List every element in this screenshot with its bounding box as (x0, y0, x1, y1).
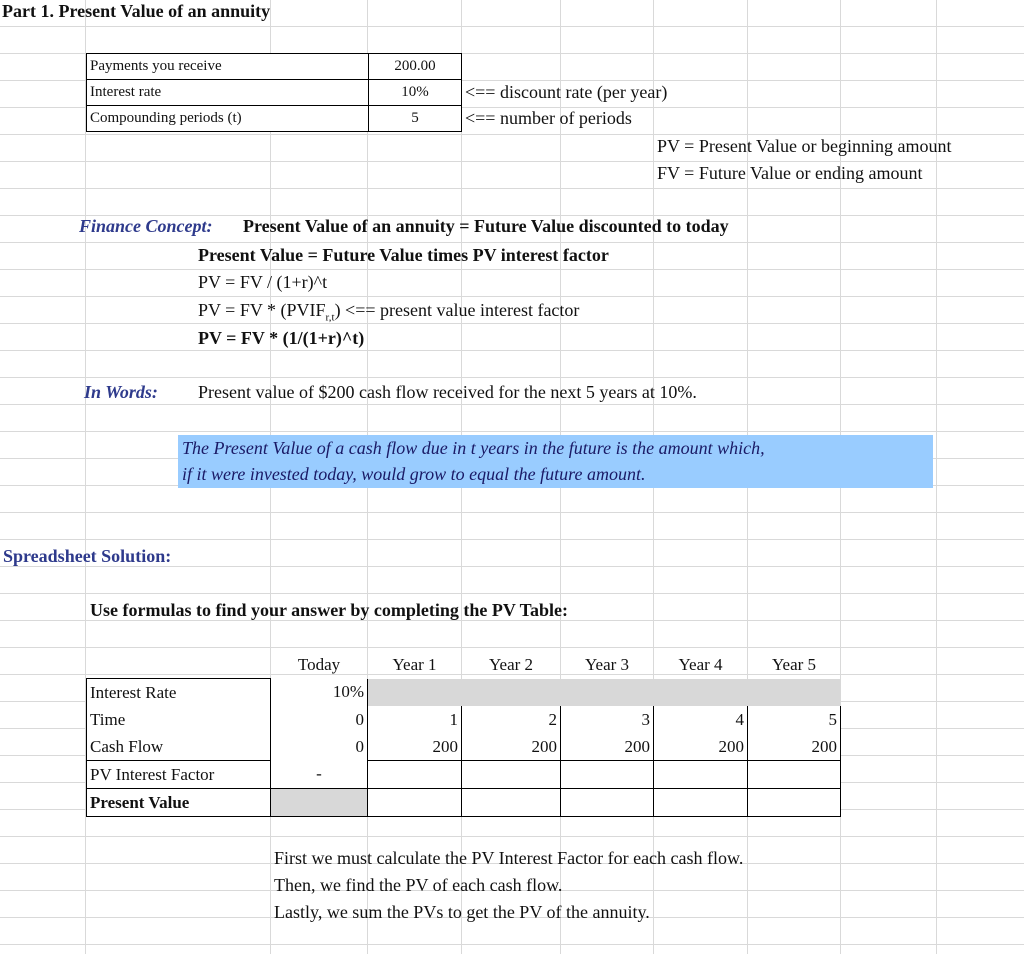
periods-row (87, 106, 462, 132)
step-1: First we must calculate the PV Interest Factor for each cash flow. (274, 848, 744, 868)
step-2: Then, we find the PV of each cash flow. (274, 875, 563, 895)
time-year-4[interactable]: 4 (654, 706, 748, 733)
words-text: Present value of $200 cash flow received for the next 5 years at 10%. (198, 382, 697, 402)
concept-line1: Present Value = Future Value times PV interest factor (198, 245, 609, 265)
present-value-year-4[interactable] (654, 789, 748, 817)
note-line1: The Present Value of a cash flow due in t years in the future is the amount which, (182, 438, 765, 458)
cash-flow-year-3[interactable]: 200 (561, 733, 654, 761)
interest-rate-year-2[interactable] (462, 679, 561, 707)
pv-factor-year-3[interactable] (561, 761, 654, 789)
time-label: Time (87, 706, 271, 733)
page-title: Part 1. Present Value of an annuity (2, 1, 271, 21)
payments-value[interactable]: 200.00 (369, 54, 462, 80)
words-label: In Words: (84, 382, 158, 402)
concept-line4: PV = FV * (1/(1+r)^t) (198, 328, 365, 348)
cash-flow-year-2[interactable]: 200 (462, 733, 561, 761)
rate-row (87, 80, 462, 106)
pv-definition: PV = Present Value or beginning amount (657, 136, 952, 156)
cash-flow-year-4[interactable]: 200 (654, 733, 748, 761)
time-year-1[interactable]: 1 (368, 706, 462, 733)
header-year-2: Year 2 (488, 654, 534, 674)
pv-definition-note (178, 435, 933, 488)
concept-headline: Present Value of an annuity = Future Value discounted to today (243, 216, 729, 236)
concept-line3-post: ) <== present value interest factor (334, 300, 580, 320)
concept-line3 (198, 300, 579, 324)
present-value-total[interactable] (271, 789, 368, 817)
header-year-4: Year 4 (678, 654, 723, 674)
pv-table (86, 651, 841, 817)
instruction-text: Use formulas to find your answer by completing the PV Table: (90, 600, 569, 620)
note-line2: if it were invested today, would grow to equal the future amount. (182, 464, 646, 484)
interest-rate-today[interactable]: 10% (271, 679, 368, 707)
present-value-year-1[interactable] (368, 789, 462, 817)
inputs-table (86, 53, 462, 132)
periods-value[interactable]: 5 (369, 106, 462, 132)
row-interest-rate (87, 679, 841, 707)
present-value-label: Present Value (87, 789, 271, 817)
row-present-value (87, 789, 841, 817)
concept-line2: PV = FV / (1+r)^t (198, 272, 328, 292)
present-value-year-5[interactable] (748, 789, 841, 817)
interest-rate-year-3[interactable] (561, 679, 654, 707)
fv-definition: FV = Future Value or ending amount (657, 163, 923, 183)
pv-factor-year-5[interactable] (748, 761, 841, 789)
pv-factor-year-4[interactable] (654, 761, 748, 789)
row-time (87, 706, 841, 733)
cash-flow-today[interactable]: 0 (271, 733, 368, 761)
time-year-5[interactable]: 5 (748, 706, 841, 733)
payments-label: Payments you receive (87, 54, 369, 80)
cash-flow-label: Cash Flow (87, 733, 271, 761)
header-today: Today (297, 654, 341, 674)
step-3: Lastly, we sum the PVs to get the PV of the annuity. (274, 902, 650, 922)
cash-flow-year-5[interactable]: 200 (748, 733, 841, 761)
pv-factor-label: PV Interest Factor (87, 761, 271, 789)
present-value-year-2[interactable] (462, 789, 561, 817)
row-pv-factor (87, 761, 841, 789)
header-year-3: Year 3 (584, 654, 630, 674)
concept-line3-pre: PV = FV * (PVIF (198, 300, 326, 320)
interest-rate-year-1[interactable] (368, 679, 462, 707)
concept-label: Finance Concept: (79, 216, 213, 236)
time-year-3[interactable]: 3 (561, 706, 654, 733)
header-year-1: Year 1 (392, 654, 437, 674)
header-year-5: Year 5 (771, 654, 817, 674)
cash-flow-year-1[interactable]: 200 (368, 733, 462, 761)
pv-table-header (87, 651, 841, 679)
rate-label: Interest rate (87, 80, 369, 106)
row-cash-flow (87, 733, 841, 761)
interest-rate-label: Interest Rate (87, 679, 271, 707)
interest-rate-year-4[interactable] (654, 679, 748, 707)
present-value-year-3[interactable] (561, 789, 654, 817)
rate-value[interactable]: 10% (369, 80, 462, 106)
solution-label: Spreadsheet Solution: (3, 546, 172, 566)
payments-row (87, 54, 462, 80)
periods-label: Compounding periods (t) (87, 106, 369, 132)
pv-factor-year-2[interactable] (462, 761, 561, 789)
pv-factor-year-1[interactable] (368, 761, 462, 789)
header-blank (87, 651, 271, 679)
periods-note: <== number of periods (465, 108, 632, 128)
time-year-2[interactable]: 2 (462, 706, 561, 733)
interest-rate-year-5[interactable] (748, 679, 841, 707)
time-today[interactable]: 0 (271, 706, 368, 733)
rate-note: <== discount rate (per year) (465, 82, 668, 102)
concept-line3-sub: r,t (325, 311, 335, 324)
pv-factor-today[interactable]: - (271, 761, 368, 789)
